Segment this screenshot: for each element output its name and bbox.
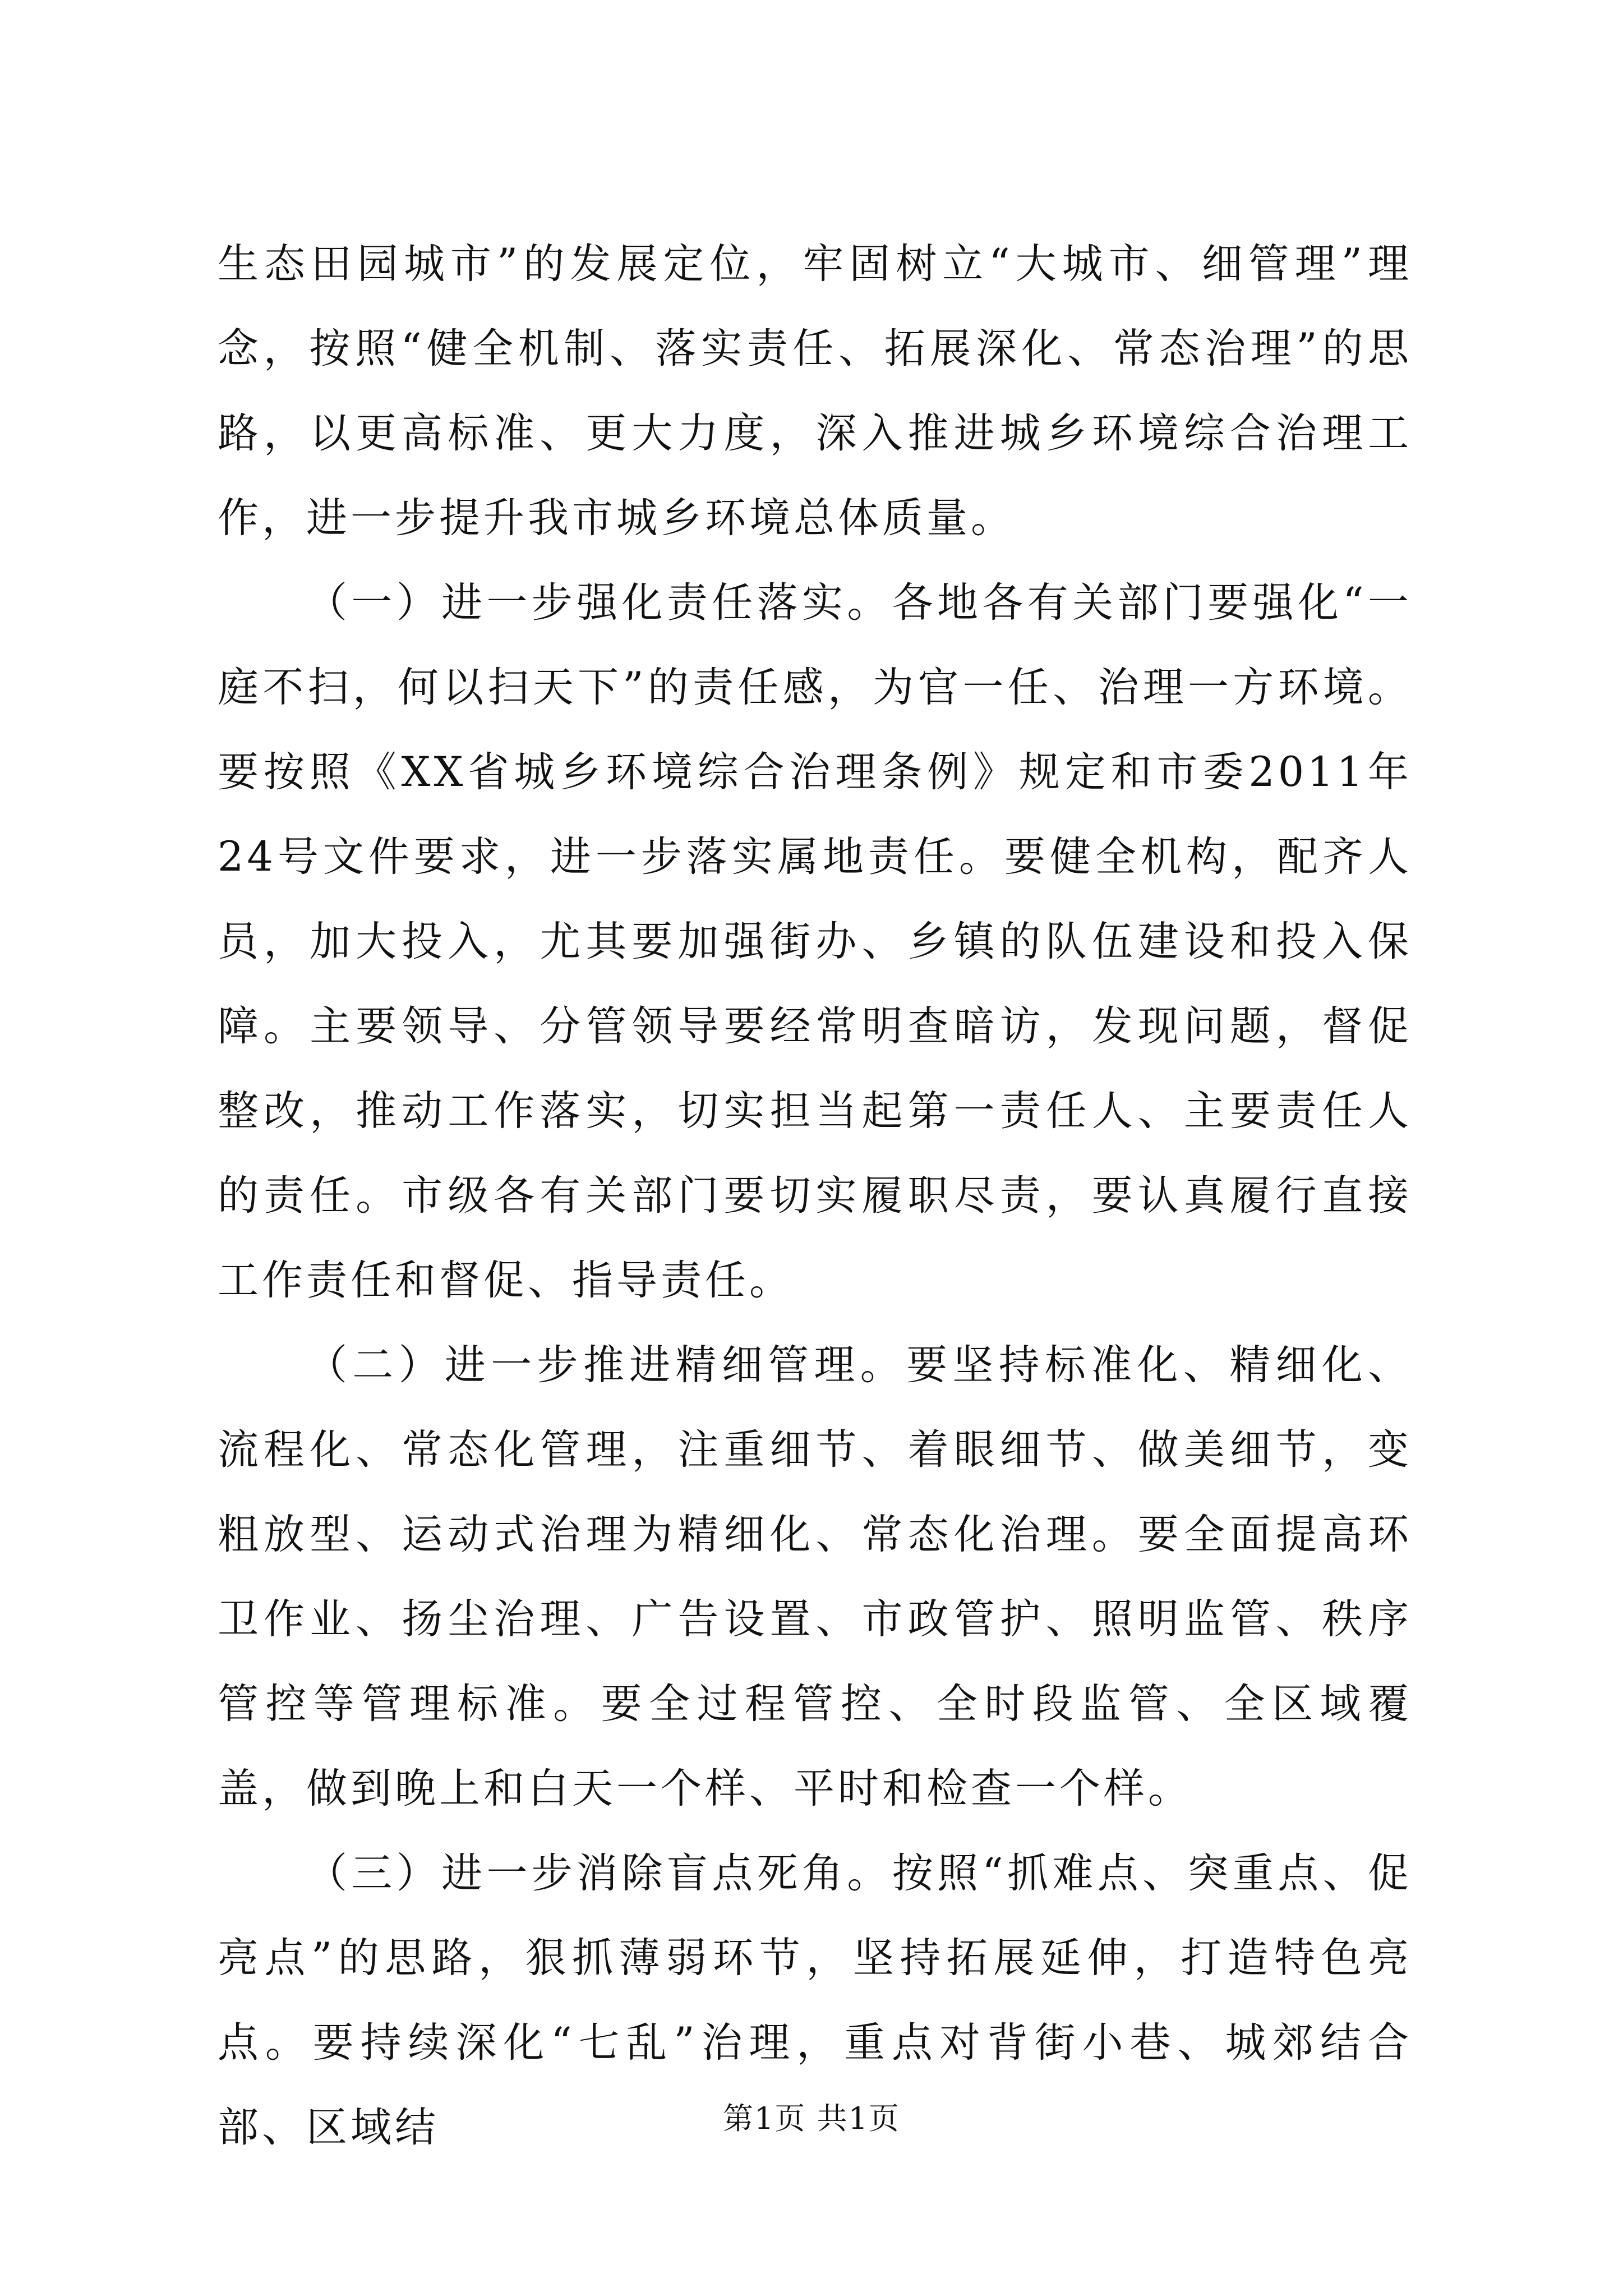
paragraph-section-1: （一）进一步强化责任落实。各地各有关部门要强化“一庭不扫，何以扫天下”的责任感，为官一任、治理一方环境。要按照《XX省城乡环境综合治理条例》规定和市委2011年24号文件要求，进一步落实属地责任。要健全机构，配齐人员，加大投入，尤其要加强街办、乡镇的队伍建设和投入保障。主要领导、分管领导要经常明查暗访，发现问题，督促整改，推动工作落实，切实担当起第一责任人、主要责任人的责任。市级各有关部门要切实履职尽责，要认真履行直接工作责任和督促、指导责任。 — [218, 579, 1412, 1304]
paragraph-intro: 生态田园城市”的发展定位，牢固树立“大城市、细管理”理念，按照“健全机制、落实责任、拓展深化、常态治理”的思路，以更高标准、更大力度，深入推进城乡环境综合治理工作，进一步提升我市城乡环境总体质量。 — [218, 240, 1412, 542]
paragraph-section-3: （三）进一步消除盲点死角。按照“抓难点、突重点、促亮点”的思路，狠抓薄弱环节，坚持拓展延伸，打造特色亮点。要持续深化“七乱”治理，重点对背街小巷、城郊结合部、区域结 — [218, 1849, 1412, 2151]
document-body — [218, 222, 1412, 2170]
page-footer: 第1页 共1页 — [723, 2101, 900, 2136]
paragraph-section-2: （二）进一步推进精细管理。要坚持标准化、精细化、流程化、常态化管理，注重细节、着眼细节、做美细节，变粗放型、运动式治理为精细化、常态化治理。要全面提高环卫作业、扬尘治理、广告设置、市政管护、照明监管、秩序管控等管理标准。要全过程管控、全时段监管、全区域覆盖，做到晚上和白天一个样、平时和检查一个样。 — [218, 1341, 1412, 1812]
